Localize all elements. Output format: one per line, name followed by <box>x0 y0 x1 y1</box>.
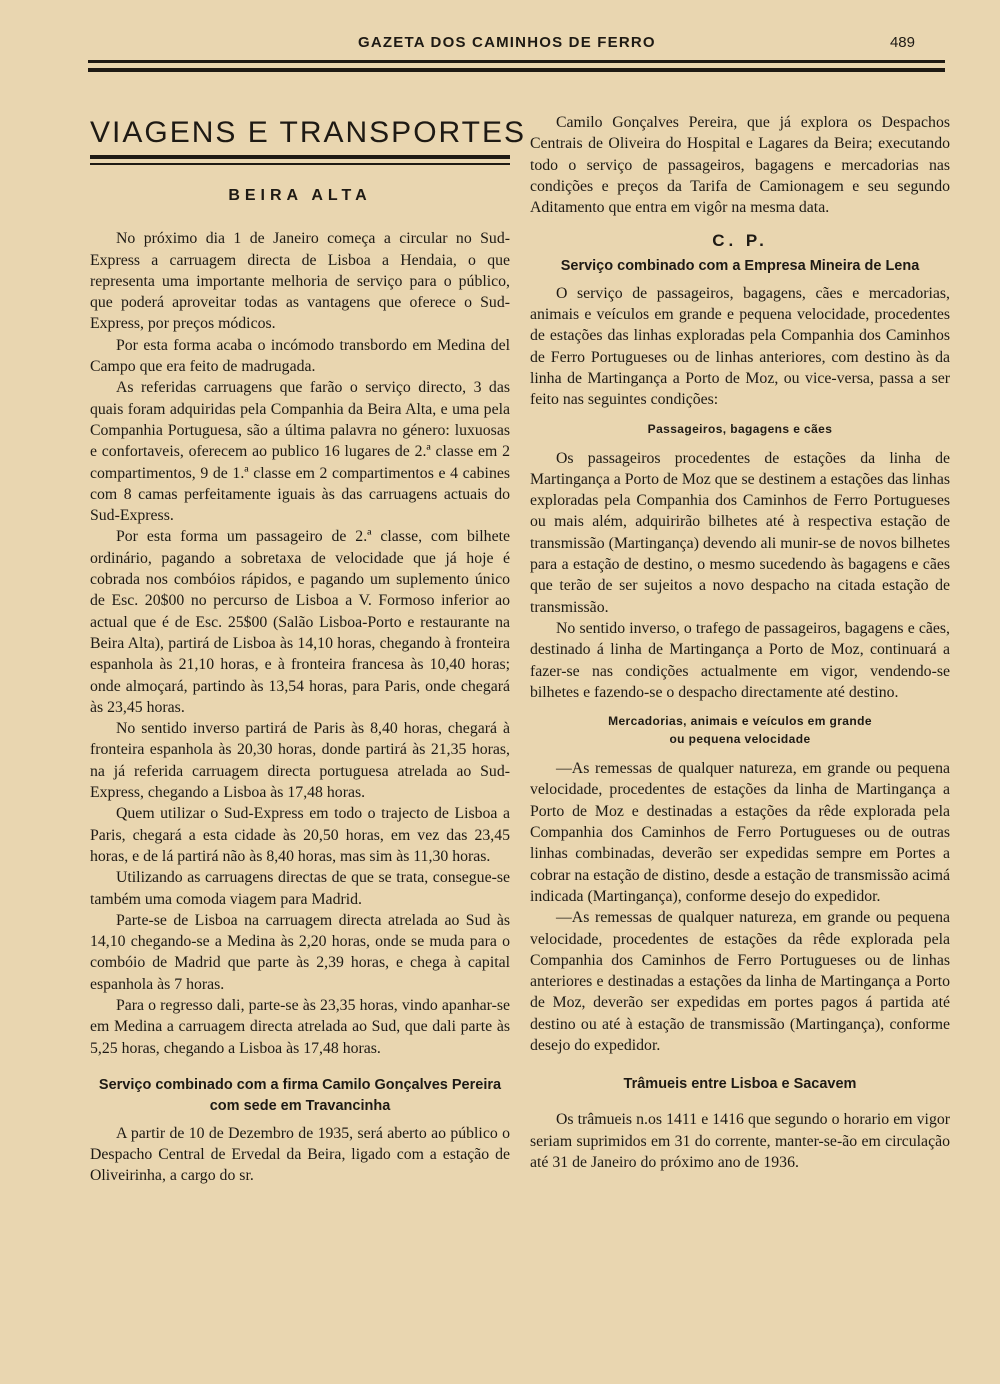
continued-paragraph: Camilo Gonçalves Pereira, que já explora os Despachos Centrais de Oliveira do Hospital e Lagares da Beira; executando todo o serviço de passageiros, bagagens e mercadorias nas condições e preços da Tarifa de Camionagem e seu segundo Aditamento que entra em vigôr na mesma data. <box>530 114 950 217</box>
subheading-passengers: Passageiros, bagagens e cães <box>647 421 833 436</box>
paragraph: Utilizando as carruagens directas de que se trata, consegue-se também uma comoda viagem para Madrid. <box>90 869 510 908</box>
paragraph: No próximo dia 1 de Janeiro começa a circular no Sud-Express a carruagem directa de Lisboa a Hendaia, o que representa uma importante melhoria de serviço para o público, que poderá aproveitar todas as vantagens que oferece o Sud-Express, por preços módicos. <box>90 230 510 333</box>
subheading-goods-line2: ou pequena velocidade <box>669 732 811 747</box>
article-heading: Trâmueis entre Lisboa e Sacavem <box>623 1076 857 1093</box>
subheading-goods <box>530 712 950 748</box>
paragraph: No sentido inverso, o trafego de passageiros, bagagens e cães, destinado á linha de Martingança a Porto de Moz, continuará a fazer-se nas condições actualmente em vigor, vendendo-se bilhetes e fazendo-se o despacho directamente até destino. <box>530 619 950 701</box>
subheading-goods-line1: Mercadorias, animais e veículos em grande <box>608 714 872 729</box>
paragraph: Os passageiros procedentes de estações da linha de Martingança a Porto de Moz que se destinem a estações das linhas exploradas pela Companhia dos Caminhos de Ferro Portugueses ou mais além, adquirirão bilhetes até à respectiva estação de transmissão (Martingança) devendo ali munir-se de novos bilhetes para a estação de destino, o mesmo sucedendo às bagagens e cães que terão de ser sujeitos a novo despacho na citada estação de transmissão. <box>530 449 950 616</box>
article-heading: Serviço combinado com a firma Camilo Gonçalves Pereira com sede em Travancinha <box>98 1076 502 1114</box>
section-title: VIAGENS E TRANSPORTES <box>90 116 526 149</box>
right-column <box>530 112 950 1173</box>
paragraph: As referidas carruagens que farão o serviço directo, 3 das quais foram adquiridas pela Companhia da Beira Alta, e uma pela Companhia Portuguesa, são a última palavra no género: luxuosas e confortaveis, oferecem ao publico 16 lugares de 2.ª classe em 2 compartimentos, 9 de 1.ª classe em 2 compartimentos e 4 cabines com 8 camas perfeitamente iguais às das carruagens actuais do Sud-Express. <box>90 379 510 525</box>
subsection-title: BEIRA ALTA <box>228 187 372 204</box>
paragraph: Para o regresso dali, parte-se às 23,35 horas, vindo apanhar-se em Medina a carruagem directa atrelada ao Sud, que dali parte às 5,25 horas, chegando a Lisboa às 17,48 horas. <box>90 996 510 1057</box>
article-heading: Serviço combinado com a Empresa Mineira de Lena <box>560 257 920 274</box>
paragraph: Quem utilizar o Sud-Express em todo o trajecto de Lisboa a Paris, chegará a esta cidade às 20,50 horas, em vez das 23,45 horas, e de lá partirá não às 8,40 horas, mas sim às 11,30 horas. <box>90 805 510 865</box>
publication-title: GAZETA DOS CAMINHOS DE FERRO <box>358 34 656 51</box>
paragraph: Por esta forma um passageiro de 2.ª classe, com bilhete ordinário, pagando a sobretaxa de velocidade que já hoje é cobrada nos combóios rápidos, e pagando um suplemento único de Esc. 20$00 no percurso de Lisboa a V. Formoso inferior ao actual que é de Esc. 25$00 (Salão Lisboa-Porto e restaurante na Beira Alta), partirá de Lisboa às 14,10 horas, chegando à fronteira espanhola às 21,10 horas, e à fronteira francesa às 10,40 horas; onde almoçará, partindo às 13,54 horas, para Paris, onde chegará às 23,45 horas. <box>90 528 510 716</box>
paragraph: A partir de 10 de Dezembro de 1935, será aberto ao público o Despacho Central de Ervedal da Beira, ligado com a estação de Oliveirinha, a cargo do sr. <box>90 1124 510 1185</box>
left-column <box>90 112 526 1187</box>
header-rule <box>88 60 945 72</box>
paragraph: —As remessas de qualquer natureza, em grande ou pequena velocidade, procedentes de estações da linha de Martingança a Porto de Moz e destinadas a estações da rêde explorada pela Companhia dos Caminhos de Ferro Portugueses ou de outras linhas combinadas, deverão ser expedidas sempre em Portes a cobrar na estação de distino, desde a estação de transmissão acimá indicada (Martingança), conforme desejo do expedidor. <box>530 760 950 905</box>
page-number: 489 <box>889 34 915 51</box>
paragraph: —As remessas de qualquer natureza, em grande ou pequena velocidade, procedentes de estações da rêde explorada pela Companhia dos Caminhos de Ferro Portugueses ou de linhas anteriores e destinadas a estações da linha de Martingança a Porto de Moz, deverão ser expedidas em portes pagos á partida até destino ou até à estação de transmissão (Martingança), conforme desejo do expedidor. <box>530 909 950 1054</box>
cp-title: C. P. <box>712 231 768 251</box>
running-header <box>88 34 945 58</box>
paragraph: Parte-se de Lisboa na carruagem directa atrelada ao Sud às 14,10 chegando-se a Medina às 2,20 horas, onde se muda para o combóio de Madrid que parte às 2,39 horas, e chega à capital espanhola às 7 horas. <box>90 911 510 993</box>
paragraph: O serviço de passageiros, bagagens, cães e mercadorias, animais e veículos em grande e pequena velocidade, procedentes de estações das linhas exploradas pela Companhia dos Caminhos de Ferro Portugueses ou de linhas anteriores, com destino às da linha de Martingança a Porto de Moz, ou vice-versa, passa a ser feito nas seguintes condições: <box>530 284 950 409</box>
paragraph: Por esta forma acaba o incómodo transbordo em Medina del Campo que era feito de madrugada. <box>90 336 510 376</box>
paragraph: Os trâmueis n.os 1411 e 1416 que segundo o horario em vigor seriam suprimidos em 31 do corrente, manter-se-ão em circulação até 31 de Janeiro do próximo ano de 1936. <box>530 1111 950 1171</box>
paragraph: No sentido inverso partirá de Paris às 8,40 horas, chegará à fronteira espanhola às 20,30 horas, donde partirá às 21,35 horas, na já referida carruagem directa portuguesa atrelada ao Sud-Express, chegando a Lisboa às 17,48 horas. <box>90 720 510 802</box>
title-rule <box>90 155 510 165</box>
